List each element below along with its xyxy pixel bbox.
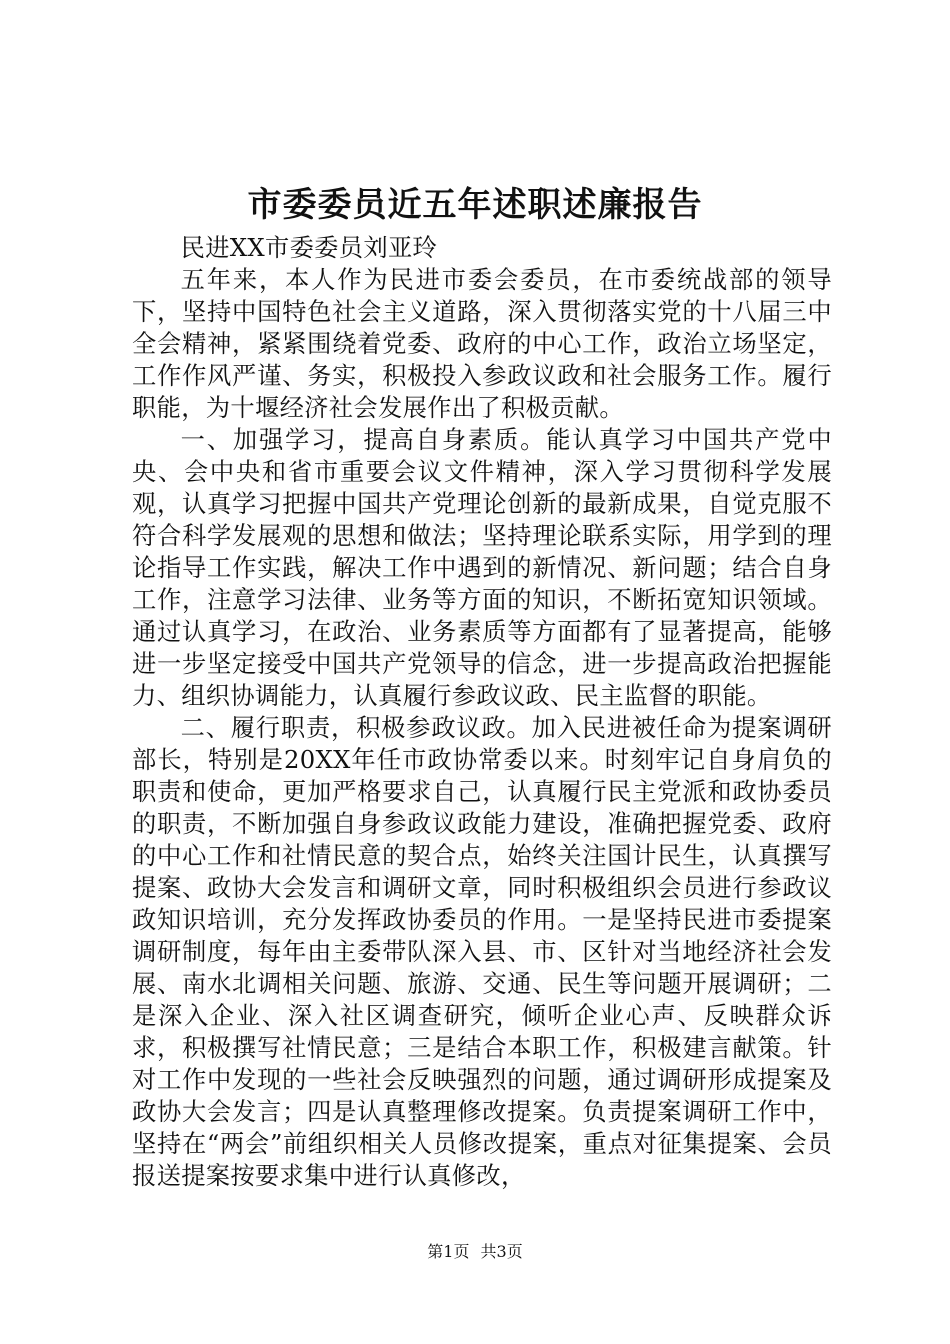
paragraph-section-1: 一、加强学习，提高自身素质。能认真学习中国共产党中央、会中央和省市重要会议文件精神，深入学习贯彻科学发展观，认真学习把握中国共产党理论创新的最新成果，自觉克服不符合科学发展观的思想和做法；坚持理论联系实际，用学到的理论指导工作实践，解决工作中遇到的新情况、新问题；结合自身工作，注意学习法律、业务等方面的知识，不断拓宽知识领域。通过认真学习，在政治、业务素质等方面都有了显著提高，能够进一步坚定接受中国共产党领导的信念，进一步提高政治把握能力、组织协调能力，认真履行参政议政、民主监督的职能。 bbox=[132, 425, 832, 710]
page-number: 第1页 bbox=[427, 1242, 470, 1261]
document-body bbox=[132, 232, 832, 1192]
page-count: 共3页 bbox=[480, 1242, 523, 1261]
document-title: 市委委员近五年述职述廉报告 bbox=[247, 185, 703, 225]
author-line: 民进XX市委委员刘亚玲 bbox=[180, 233, 438, 262]
paragraph-section-2: 二、履行职责，积极参政议政。加入民进被任命为提案调研部长，特别是20XX年任市政协常委以来。时刻牢记自身肩负的职责和使命，更加严格要求自己，认真履行民主党派和政协委员的职责，不断加强自身参政议政能力建设，准确把握党委、政府的中心工作和社情民意的契合点，始终关注国计民生，认真撰写提案、政协大会发言和调研文章，同时积极组织会员进行参政议政知识培训，充分发挥政协委员的作用。一是坚持民进市委提案调研制度，每年由主委带队深入县、市、区针对当地经济社会发展、南水北调相关问题、旅游、交通、民生等问题开展调研；二是深入企业、深入社区调查研究，倾听企业心声、反映群众诉求，积极撰写社情民意；三是结合本职工作，积极建言献策。针对工作中发现的一些社会反映强烈的问题，通过调研形成提案及政协大会发言；四是认真整理修改提案。负责提案调研工作中，坚持在“两会”前组织相关人员修改提案，重点对征集提案、会员报送提案按要求集中进行认真修改， bbox=[132, 713, 832, 1190]
paragraph-intro: 五年来，本人作为民进市委会委员，在市委统战部的领导下，坚持中国特色社会主义道路，深入贯彻落实党的十八届三中全会精神，紧紧围绕着党委、政府的中心工作，政治立场坚定，工作作风严谨、务实，积极投入参政议政和社会服务工作。履行职能，为十堰经济社会发展作出了积极贡献。 bbox=[132, 265, 832, 422]
page-footer bbox=[0, 1242, 950, 1262]
